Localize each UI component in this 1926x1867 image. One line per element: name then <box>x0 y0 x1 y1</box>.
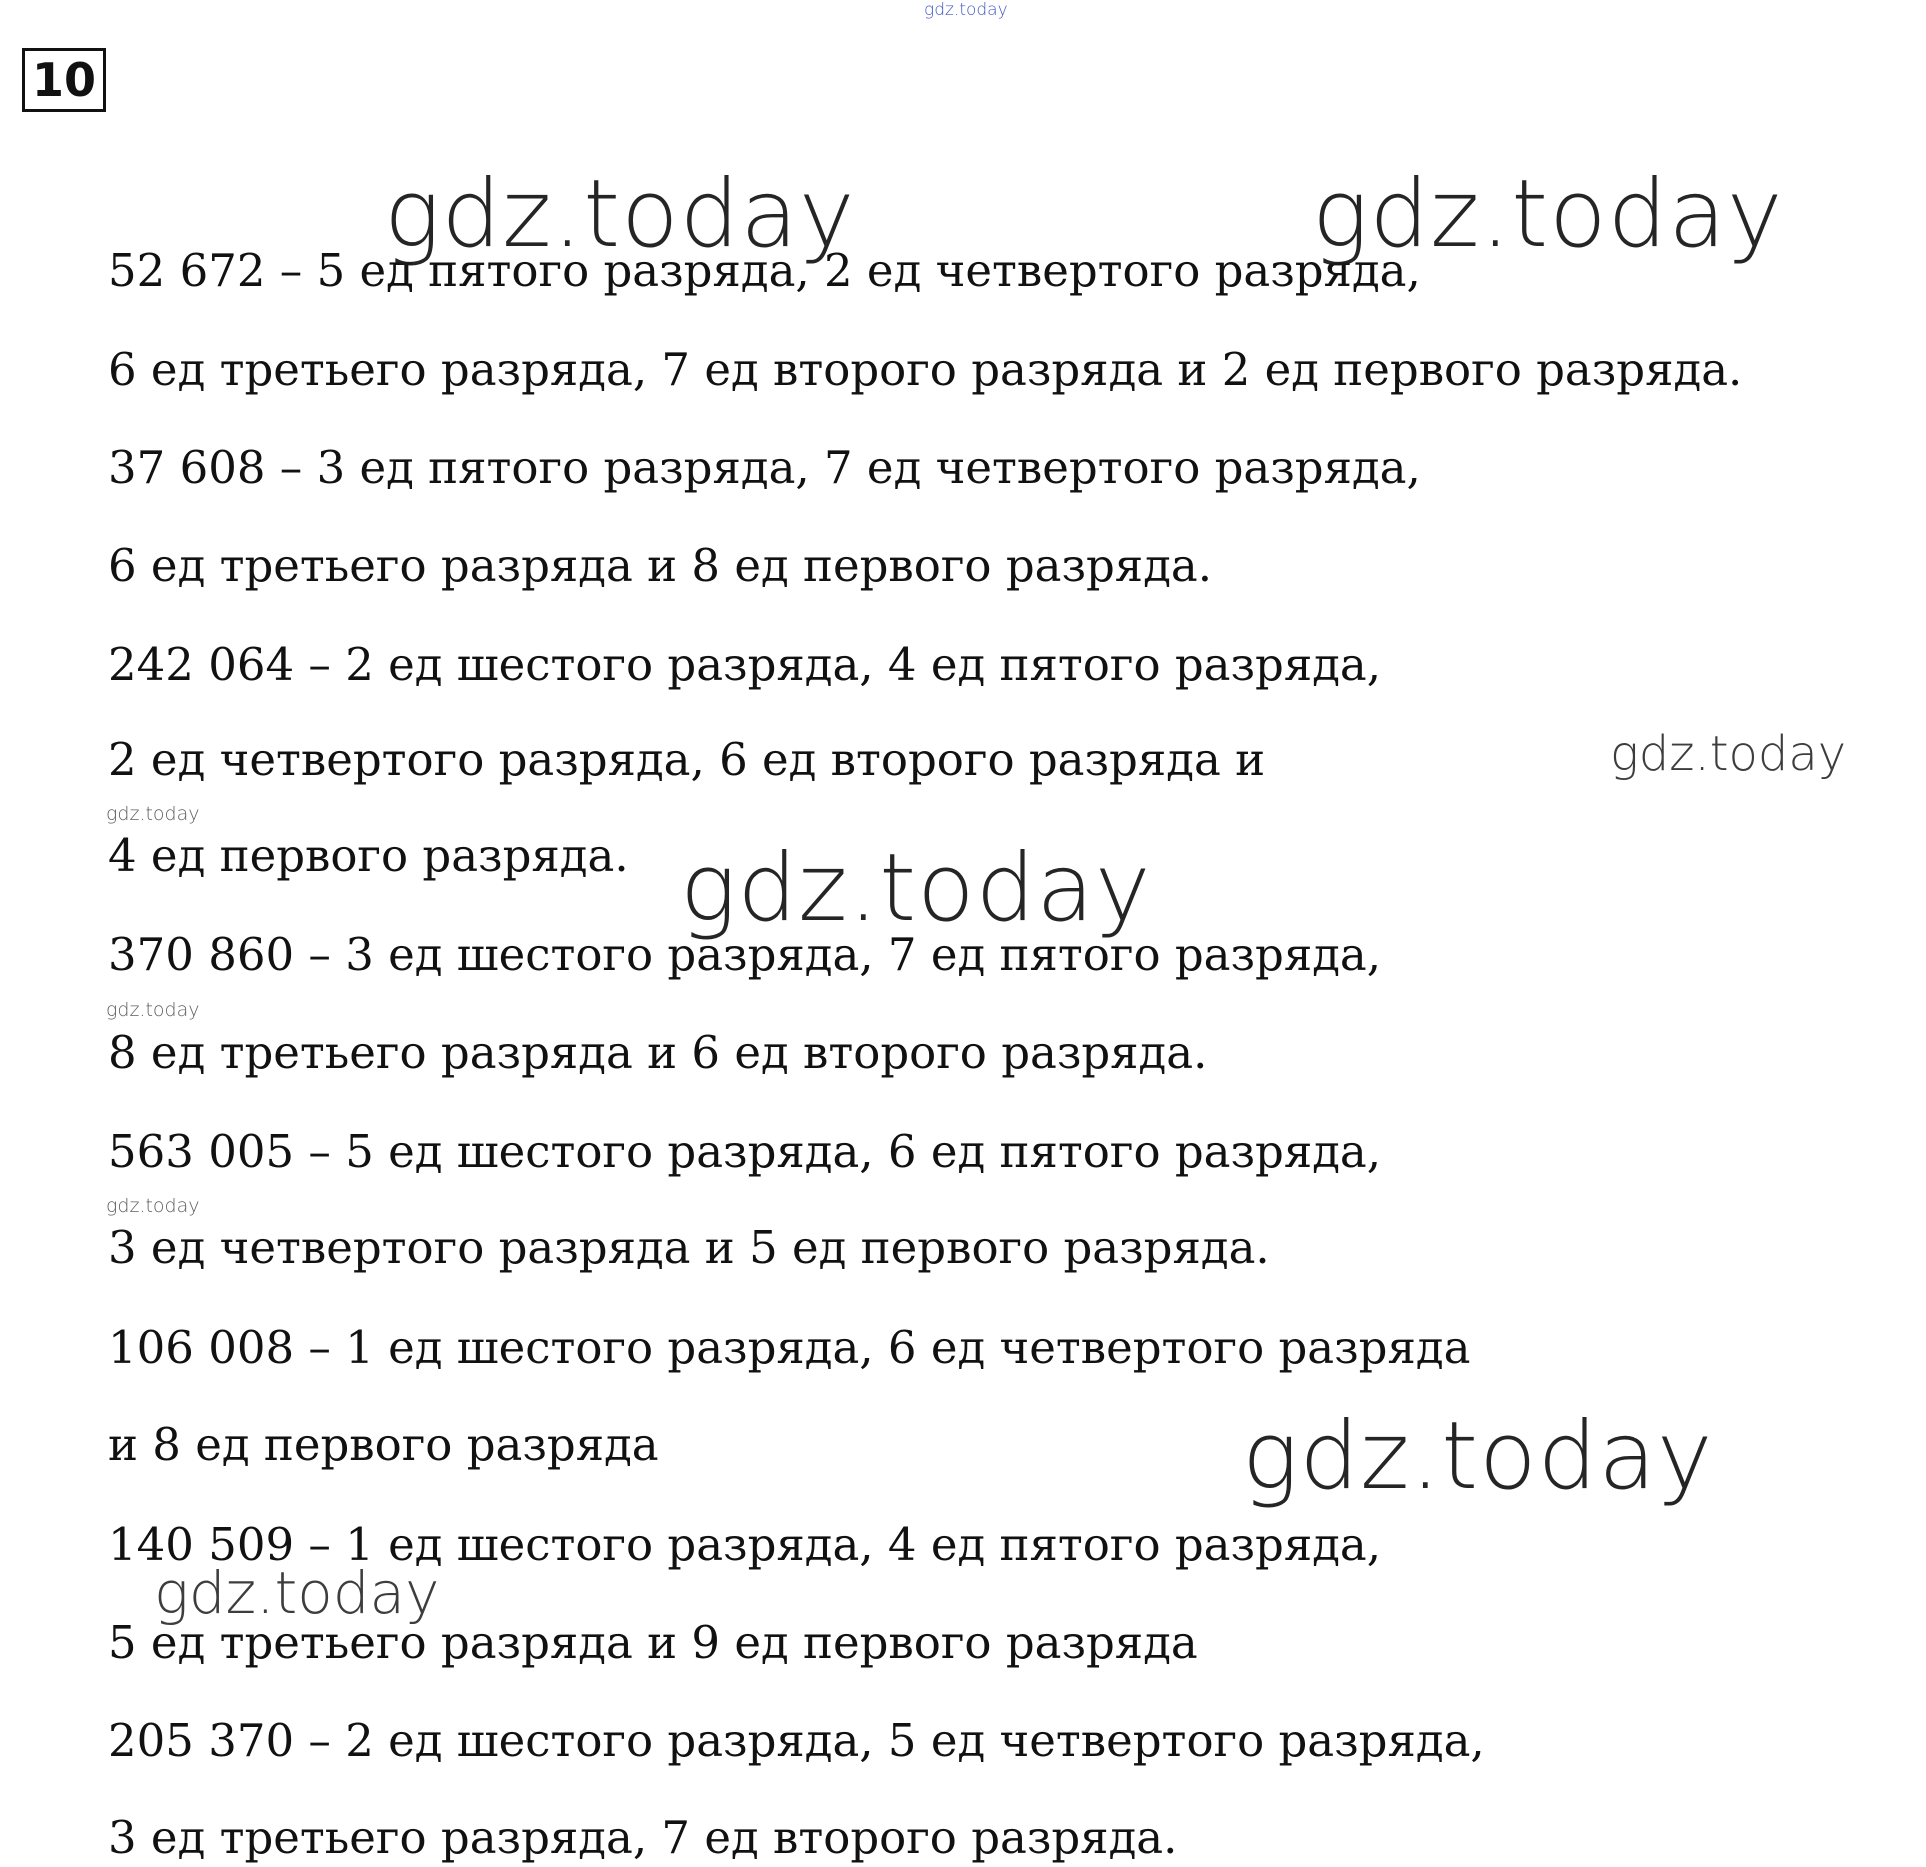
text-line-10: 563 005 – 5 ед шестого разряда, 6 ед пятого разряда, <box>108 1125 1382 1178</box>
text-line-12: 106 008 – 1 ед шестого разряда, 6 ед четвертого разряда <box>108 1321 1471 1374</box>
watermark-small-1: gdz.today <box>106 803 200 825</box>
task-number-badge: 10 <box>22 48 106 112</box>
text-line-7: 4 ед первого разряда. <box>108 829 629 882</box>
watermark-medium-1: gdz.today <box>1610 726 1847 782</box>
text-line-8: 370 860 – 3 ед шестого разряда, 7 ед пятого разряда, <box>108 928 1382 981</box>
text-line-16: 205 370 – 2 ед шестого разряда, 5 ед четвертого разряда, <box>108 1714 1485 1767</box>
watermark-small-3: gdz.today <box>106 1195 200 1217</box>
watermark-medium-2: gdz.today <box>154 1559 440 1627</box>
text-line-15: 5 ед третьего разряда и 9 ед первого разряда <box>108 1616 1198 1669</box>
watermark-large-3: gdz.today <box>680 834 1152 943</box>
watermark-large-1: gdz.today <box>384 160 856 269</box>
watermark-top: gdz.today <box>924 0 1008 20</box>
text-line-3: 37 608 – 3 ед пятого разряда, 7 ед четвертого разряда, <box>108 441 1421 494</box>
text-line-6: 2 ед четвертого разряда, 6 ед второго разряда и <box>108 733 1266 786</box>
text-line-17: 3 ед третьего разряда, 7 ед второго разряда. <box>108 1811 1178 1864</box>
text-line-13: и 8 ед первого разряда <box>108 1418 659 1471</box>
text-line-5: 242 064 – 2 ед шестого разряда, 4 ед пятого разряда, <box>108 638 1382 691</box>
watermark-large-4: gdz.today <box>1242 1402 1714 1511</box>
text-line-9: 8 ед третьего разряда и 6 ед второго разряда. <box>108 1026 1208 1079</box>
text-line-11: 3 ед четвертого разряда и 5 ед первого разряда. <box>108 1221 1270 1274</box>
watermark-large-2: gdz.today <box>1312 160 1784 269</box>
text-line-14: 140 509 – 1 ед шестого разряда, 4 ед пятого разряда, <box>108 1518 1382 1571</box>
text-line-4: 6 ед третьего разряда и 8 ед первого разряда. <box>108 539 1213 592</box>
text-line-2: 6 ед третьего разряда, 7 ед второго разряда и 2 ед первого разряда. <box>108 343 1743 396</box>
text-line-1: 52 672 – 5 ед пятого разряда, 2 ед четвертого разряда, <box>108 244 1421 297</box>
watermark-small-2: gdz.today <box>106 999 200 1021</box>
